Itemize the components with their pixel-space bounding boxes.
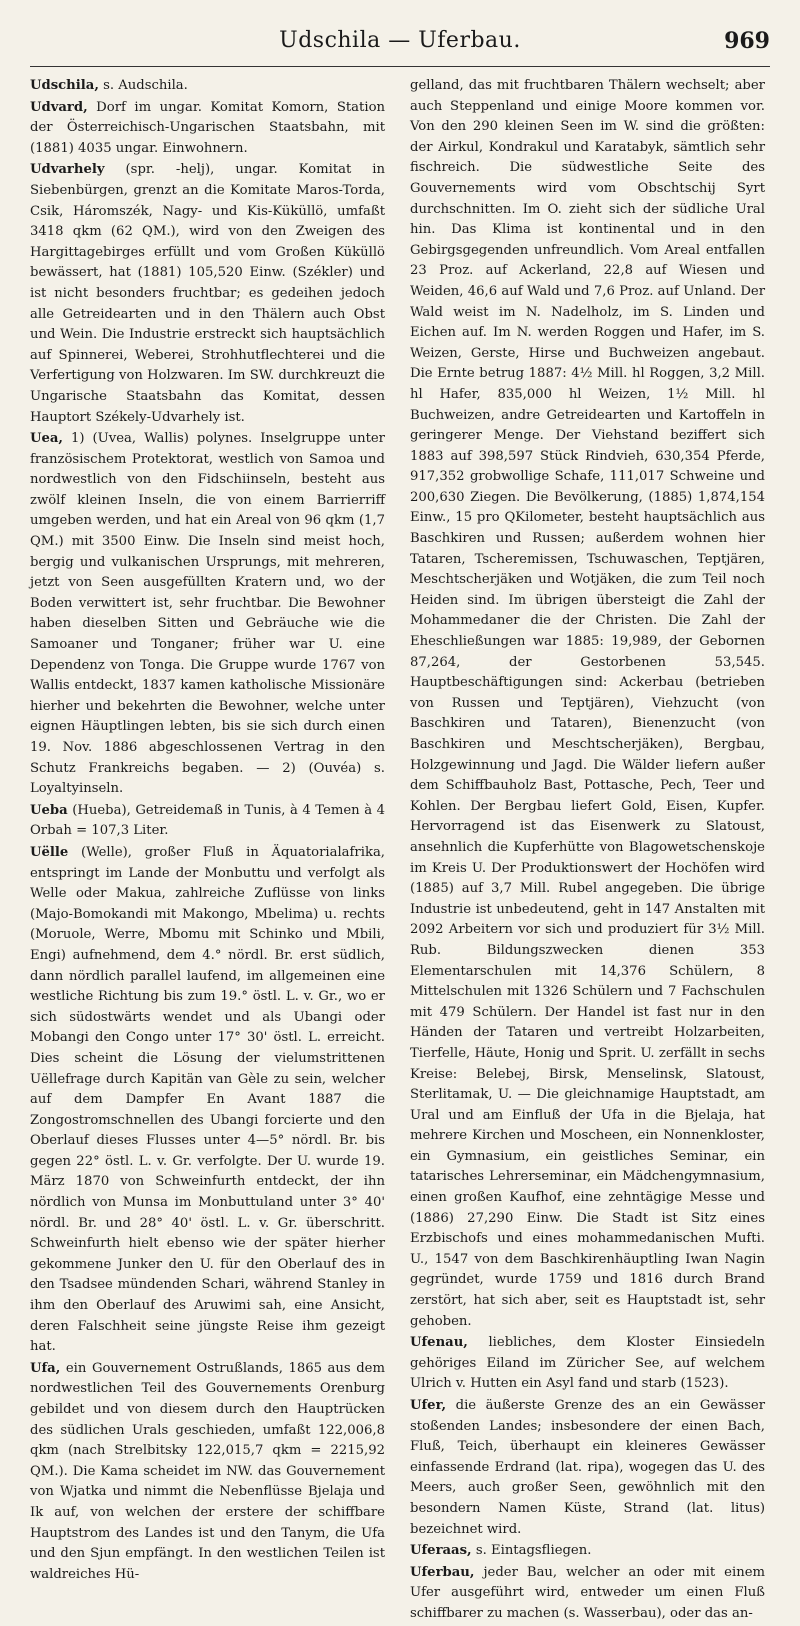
entry bbox=[410, 1541, 765, 1562]
entry bbox=[410, 1333, 765, 1395]
entry bbox=[30, 98, 385, 160]
page-number: 969 bbox=[724, 28, 770, 54]
entry-headword: Udschila, bbox=[30, 78, 99, 93]
entry bbox=[30, 76, 385, 97]
entry bbox=[30, 843, 385, 1358]
entry-headword: Ufa, bbox=[30, 1360, 61, 1376]
entry bbox=[30, 1359, 385, 1586]
entry-text: (Welle), großer Fluß in Äquatorialafrika, entspringt im Lande der Monbuttu und verfolgt als Welle oder Makua, zahlreiche Zuflüsse von links (Majo-Bomokandi mit Makongo, Mbelima) u. rechts (Moruole, Werre, Mbomu mit Schinko und Mbili, Engi) aufnehmend, dem 4.° nördl. Br. erst südlich, dann nördlich parallel laufend, im allgemeinen eine westliche Richtung bis zum 19.° östl. L. v. Gr., wo er sich südostwärts wendet und als Ubangi oder Mobangi den Congo unter 17° 30' östl. L. erreicht. Dies scheint die Lösung der vielumstrittenen Uëllefrage durch Kapitän van Gèle zu sein, welcher auf dem Dampfer En Avant 1887 die Zongostromschnellen des Ubangi forcierte und den Oberlauf dieses Flusses unter 4—5° nördl. Br. bis gegen 22° östl. L. v. Gr. verfolgte. Der U. wurde 19. März 1870 von Schweinfurth entdeckt, der ihn nördlich von Munsa im Monbuttuland unter 3° 40' nördl. Br. und 28° 40' östl. L. v. Gr. überschritt. Schweinfurth hielt ebenso wie der später hierher gekommene Junker den U. für den Oberlauf des in den Tsadsee mündenden Schari, während Stanley in ihm den Oberlauf des Aruwimi sah, eine Ansicht, deren Falschheit seine jüngste Reise ihm gezeigt hat. bbox=[30, 844, 385, 1355]
entry-headword: Ueba bbox=[30, 802, 68, 818]
entry-text: liebliches, dem Kloster Einsiedeln gehöriges Eiland im Züricher See, auf welchem Ulrich v. Hutten ein Asyl fand und starb (1523). bbox=[410, 1335, 765, 1392]
entry-text: s. Audschila. bbox=[98, 78, 188, 93]
running-title: Udschila — Uferbau. bbox=[279, 28, 521, 53]
entry-continuation bbox=[410, 76, 765, 1332]
entry bbox=[410, 1563, 765, 1625]
entry-text: gelland, das mit fruchtbaren Thälern wechselt; aber auch Steppenland und einige Moore kommen vor. Von den 290 kleinen Seen im W. sind die größten: der Airkul, Kondrakul und Karatabyk, sämtlich sehr fischreich. Die südwestliche Seite des Gouvernements wird vom Obschtschij Syrt durchschnitten. Im O. zieht sich der südliche Ural hin. Das Klima ist kontinental und in den Gebirgsgegenden unfreundlich. Vom Areal entfallen 23 Proz. auf Ackerland, 22,8 auf Wiesen und Weiden, 46,6 auf Wald und 7,6 Proz. auf Unland. Der Wald weist im N. Nadelholz, im S. Linden und Eichen auf. Im N. werden Roggen und Hafer, im S. Weizen, Gerste, Hirse und Buchweizen angebaut. Die Ernte betrug 1887: 4½ Mill. hl Roggen, 3,2 Mill. hl Hafer, 835,000 hl Weizen, 1½ Mill. hl Buchweizen, andre Getreidearten und Kartoffeln in geringerer Menge. Der Viehstand beziffert sich 1883 auf 398,597 Stück Rindvieh, 630,354 Pferde, 917,352 grobwollige Schafe, 111,017 Schweine und 200,630 Ziegen. Die Bevölkerung, (1885) 1,874,154 Einw., 15 pro QKilometer, besteht hauptsächlich aus Baschkiren und Russen; außerdem wohnen hier Tataren, Tscheremissen, Tschuwaschen, Teptjären, Meschtscherjäken und Wotjäken, die zum Teil noch Heiden sind. Im übrigen übersteigt die Zahl der Mohammedaner die der Christen. Die Zahl der Eheschließungen war 1885: 19,989, der Gebornen 87,264, der Gestorbenen 53,545. Hauptbeschäftigungen sind: Ackerbau (betrieben von Russen und Teptjären), Viehzucht (von Baschkiren und Tataren), Bienenzucht (von Baschkiren und Meschtscherjäken), Bergbau, Holzgewinnung und Jagd. Die Wälder liefern außer dem Schiffbauholz Bast, Pottasche, Pech, Teer und Kohlen. Der Bergbau liefert Gold, Eisen, Kupfer. Hervorragend ist das Eisenwerk zu Slatoust, ansehnlich die Kupferhütte von Blagowetschenskoje im Kreis U. Der Produktionswert der Hochöfen wird (1885) auf 3,7 Mill. Rubel angegeben. Die übrige Industrie ist unbedeutend, geht in 147 Anstalten mit 2092 Arbeitern vor sich und produziert für 3½ Mill. Rub. Bildungszwecken dienen 353 Elementarschulen mit 14,376 Schülern, 8 Mittelschulen mit 1326 Schülern und 7 Fachschulen mit 479 Schülern. Der Handel ist fast nur in den Händen der Tataren und vertreibt Holzarbeiten, Tierfelle, Häute, Honig und Sprit. U. zerfällt in sechs Kreise: Belebej, Birsk, Menselinsk, Slatoust, Sterlitamak, U. — Die gleichnamige Hauptstadt, am Ural und am Einfluß der Ufa in die Bjelaja, hat mehrere Kirchen und Moscheen, ein Nonnenkloster, ein Gymnasium, ein geistliches Seminar, ein tatarisches Lehrerseminar, ein Mädchengymnasium, einen großen Kaufhof, eine zehntägige Messe und (1886) 27,290 Einw. Die Stadt ist Sitz eines Erzbischofs und eines mohammedanischen Mufti. U., 1547 von dem Baschkirenhäuptling Iwan Nagin gegründet, wurde 1759 und 1816 durch Brand zerstört, hat sich aber, seit es Hauptstadt ist, sehr gehoben. bbox=[410, 78, 765, 1329]
entry-headword: Uferbau, bbox=[410, 1564, 475, 1580]
entry-text: ein Gouvernement Ostrußlands, 1865 aus dem nordwestlichen Teil des Gouvernements Orenburg gebildet und von diesem durch den Hauptrücken des südlichen Urals geschieden, umfaßt 122,006,8 qkm (nach Strelbitsky 122,015,7 qkm = 2215,92 QM.). Die Kama scheidet im NW. das Gouvernement von Wjatka und nimmt die Nebenflüsse Bjelaja und Ik auf, von welchen der erstere der schiffbare Hauptstrom des Landes ist und den Tanym, die Ufa und den Sjun empfängt. In den westlichen Teilen ist waldreiches Hü- bbox=[30, 1360, 385, 1582]
entry-headword: Ufenau, bbox=[410, 1335, 468, 1351]
entry bbox=[30, 160, 385, 428]
entry-headword: Udvarhely bbox=[30, 162, 105, 178]
entry-text: s. Eintagsfliegen. bbox=[471, 1543, 592, 1559]
entry bbox=[30, 429, 385, 800]
entry-headword: Uëlle bbox=[30, 844, 69, 860]
entry-text: 1) (Uvea, Wallis) polynes. Inselgruppe unter französischem Protektorat, westlich von Samoa und nordwestlich von den Fidschiinseln, besteht aus zwölf kleinen Inseln, die von einem Barrierriff umgeben werden, und hat ein Areal von 96 qkm (1,7 QM.) mit 3500 Einw. Die Inseln sind meist hoch, bergig und vulkanischen Ursprungs, mit mehreren, jetzt von Seen ausgefüllten Kratern und, wo der Boden verwittert ist, sehr fruchtbar. Die Bewohner haben dieselben Sitten und Gebräuche wie die Samoaner und Tonganer; früher war U. eine Dependenz von Tonga. Die Gruppe wurde 1767 von Wallis entdeckt, 1837 kamen katholische Missionäre hierher und bekehrten die Bewohner, welche unter eignen Häuptlingen lebten, bis sie sich durch einen 19. Nov. 1886 abgeschlossenen Vertrag in den Schutz Frankreichs begaben. — 2) (Ouvéa) s. Loyaltyinseln. bbox=[30, 431, 385, 797]
right-column bbox=[410, 76, 765, 1626]
page-header bbox=[30, 22, 770, 67]
entry-headword: Uferaas, bbox=[410, 1543, 472, 1559]
left-column bbox=[30, 76, 385, 1586]
entry-text: (spr. -helj), ungar. Komitat in Siebenbürgen, grenzt an die Komitate Maros-Torda, Csik, Háromszék, Nagy- und Kis-Küküllö, umfaßt 3418 qkm (62 QM.), wird von den Zweigen des Hargittagebirges erfüllt und vom Großen Küküllö bewässert, hat (1881) 105,520 Einw. (Székler) und ist nicht besonders fruchtbar; es gedeihen jedoch alle Getreidearten und in den Thälern auch Obst und Wein. Die Industrie erstreckt sich hauptsächlich auf Spinnerei, Weberei, Strohhutflechterei und die Verfertigung von Holzwaren. Im SW. durchkreuzt die Ungarische Staatsbahn das Komitat, dessen Hauptort Székely-Udvarhely ist. bbox=[30, 162, 385, 425]
entry bbox=[30, 801, 385, 842]
entry-headword: Ufer, bbox=[410, 1398, 447, 1413]
entry bbox=[410, 1396, 765, 1540]
entry-headword: Uea, bbox=[30, 431, 64, 447]
entry-text: jeder Bau, welcher an oder mit einem Ufer ausgeführt wird, entweder um einen Fluß schiffbarer zu machen (s. Wasserbau), oder das an- bbox=[410, 1564, 765, 1621]
entry-headword: Udvard, bbox=[30, 99, 88, 115]
entry-text: Dorf im ungar. Komitat Komorn, Station der Österreichisch-Ungarischen Staatsbahn, mit (1881) 4035 ungar. Einwohnern. bbox=[30, 99, 385, 156]
entry-text: die äußerste Grenze des an ein Gewässer stoßenden Landes; insbesondere der einen Bach, Fluß, Teich, überhaupt ein kleineres Gewässer einfassende Erdrand (lat. ripa), wogegen das U. des Meers, auch großer Seen, gewöhnlich mit den besondern Namen Küste, Strand (lat. litus) bezeichnet wird. bbox=[410, 1398, 765, 1537]
entry-text: (Hueba), Getreidemaß in Tunis, à 4 Temen à 4 Orbah = 107,3 Liter. bbox=[30, 802, 385, 839]
